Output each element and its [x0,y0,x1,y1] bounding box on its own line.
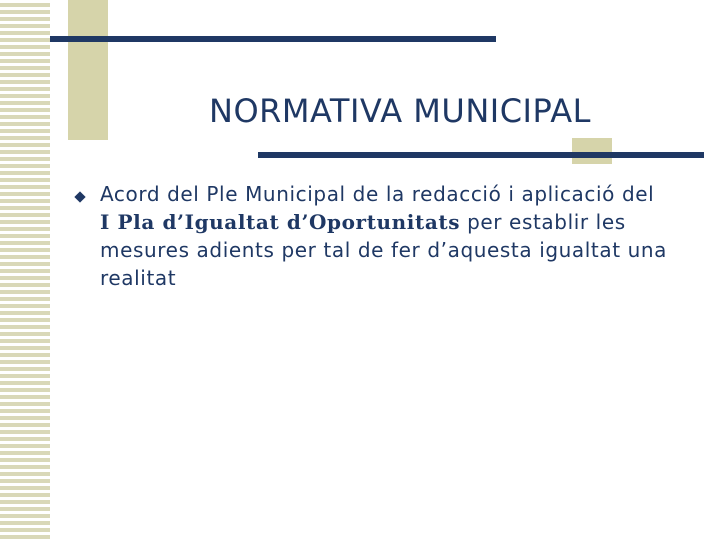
bullet-item [76,180,686,292]
diamond-bullet-icon [74,191,85,202]
slide-title: NORMATIVA MUNICIPAL [209,92,591,130]
bullet-text-part1: Acord del Ple Municipal de la redacció i aplicació del [100,182,655,206]
title-rule-bottom [258,152,704,158]
decorative-block-right [572,138,612,164]
title-rule-top [50,36,496,42]
bullet-text [100,180,670,292]
decorative-stripes [0,0,50,540]
bullet-text-bold: I Pla d’Igualtat d’Oportunitats [100,210,461,234]
decorative-block-top [68,0,108,140]
bullet-text-part2: per establir les mesures adients per tal de fer d’aquesta igualtat una realitat [100,210,668,290]
